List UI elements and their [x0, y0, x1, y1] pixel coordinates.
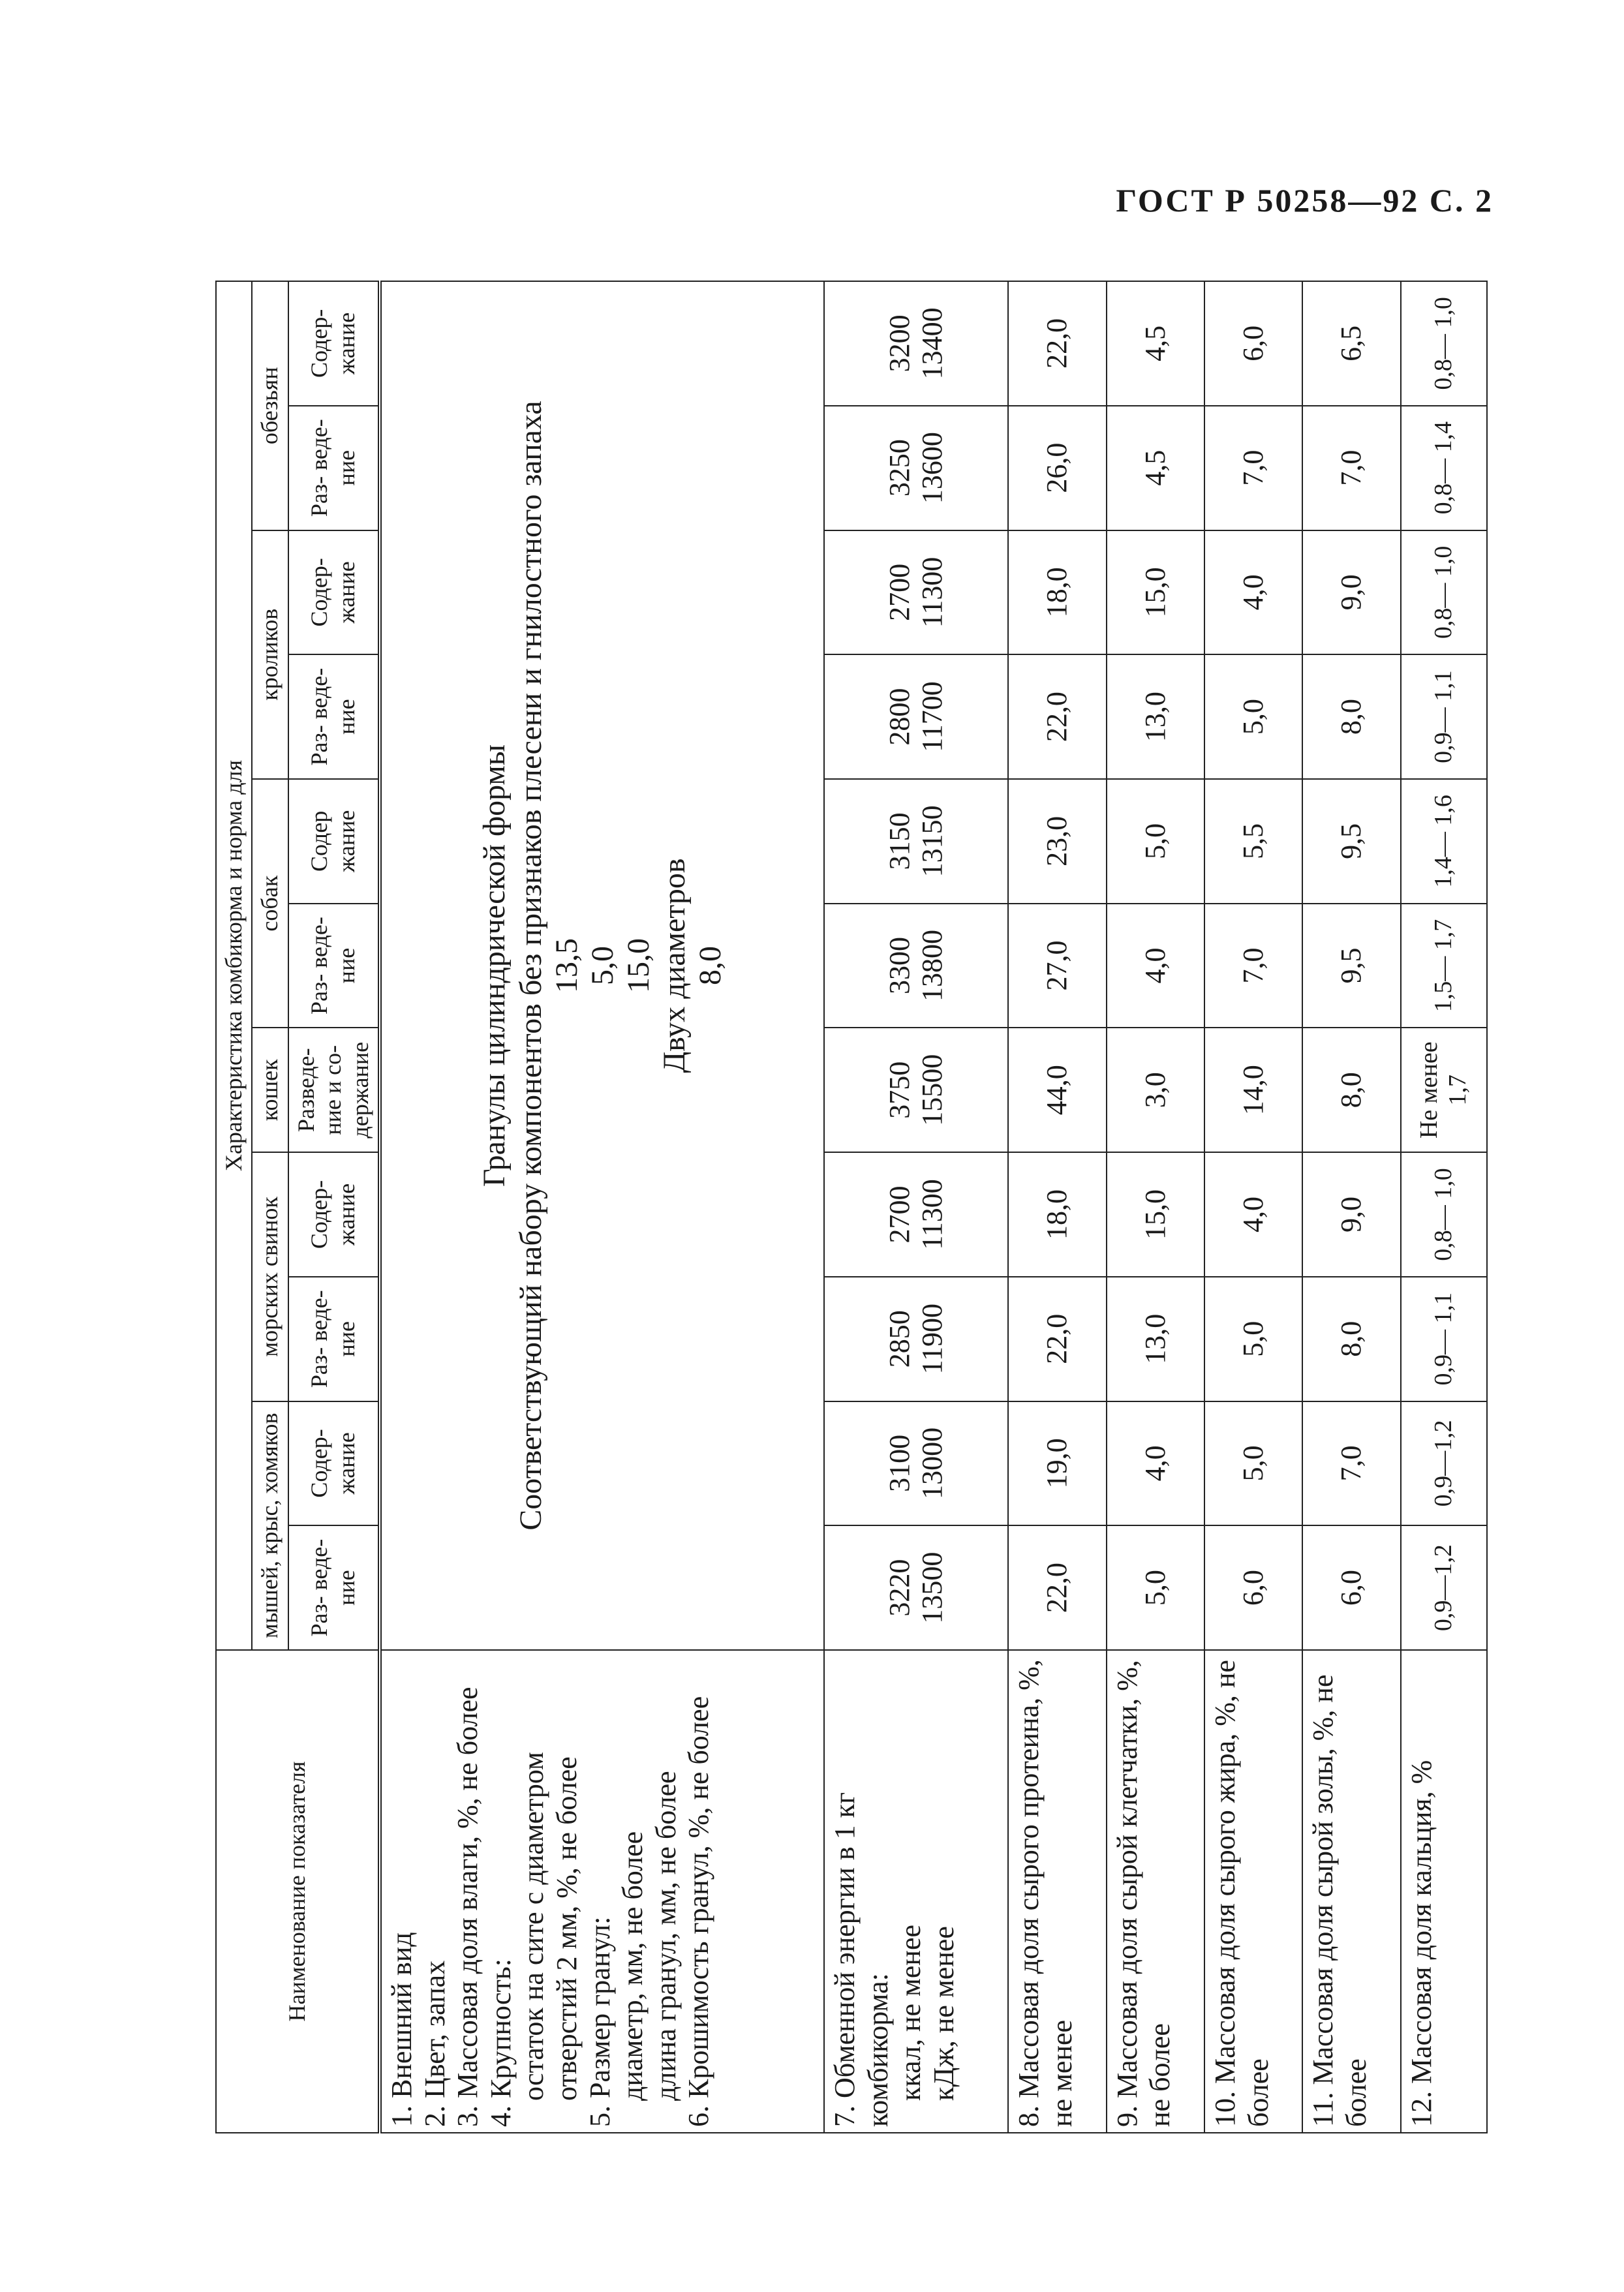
animal-header: морских свинок [252, 1152, 288, 1401]
kj: 11300 [916, 557, 949, 628]
sub-header: Содер- жание [288, 1152, 380, 1277]
kj: 11900 [916, 1304, 949, 1375]
ash-cell: 8,0 [1302, 654, 1400, 779]
protein-cell: 22,0 [1008, 281, 1106, 406]
span-text-5b: 15,0 [621, 938, 656, 993]
protein-cell: 27,0 [1008, 904, 1106, 1028]
calcium-cell: 1,5— 1,7 [1401, 904, 1487, 1028]
fat-cell: 4,0 [1204, 1152, 1302, 1277]
fiber-cell: 15,0 [1107, 1152, 1204, 1277]
ash-cell: 8,0 [1302, 1028, 1400, 1152]
span-text-3: 13,5 [549, 938, 584, 993]
row-fat [1204, 281, 1302, 2133]
row-name-7b: ккал, не менее [895, 1924, 927, 2101]
kj: 13600 [916, 432, 949, 504]
row-protein [1008, 281, 1106, 2133]
energy-cell [824, 904, 1008, 1028]
fat-cell: 7,0 [1204, 904, 1302, 1028]
calcium-cell: 0,9—1,2 [1401, 1525, 1487, 1650]
row-name-4a: 4. Крупность: [484, 1958, 517, 2127]
kcal: 3150 [883, 812, 915, 870]
span-text-1: Гранулы цилиндрической формы [477, 744, 512, 1187]
row-name-5c: длина гранул, мм, не более [649, 1771, 682, 2101]
energy-cell [824, 530, 1008, 655]
row-name-4b: остаток на сите с диаметром отверстий 2 мм, %, не более [517, 1752, 583, 2101]
calcium-cell: 0,8— 1,0 [1401, 530, 1487, 655]
energy-cell [824, 406, 1008, 530]
row-name-5a: 5. Размер гранул: [583, 1916, 616, 2127]
protein-cell: 26,0 [1008, 406, 1106, 530]
fiber-cell: 3,0 [1107, 1028, 1204, 1152]
kcal: 2800 [883, 688, 915, 746]
sub-header: Содер- жание [288, 281, 380, 406]
calcium-cell: 1,4— 1,6 [1401, 779, 1487, 904]
calcium-cell: Не менее 1,7 [1401, 1028, 1487, 1152]
fiber-cell: 15,0 [1107, 530, 1204, 655]
animal-header: мышей, крыс, хомяков [252, 1401, 288, 1650]
kj: 15500 [916, 1054, 949, 1126]
sub-header: Раз- веде- ние [288, 654, 380, 779]
animal-header: собак [252, 779, 288, 1028]
energy-cell [824, 281, 1008, 406]
kj: 13150 [916, 805, 949, 878]
protein-cell: 23,0 [1008, 779, 1106, 904]
protein-cell: 22,0 [1008, 654, 1106, 779]
row-name [380, 1650, 824, 2133]
ash-cell: 8,0 [1302, 1277, 1400, 1401]
ash-cell: 9,0 [1302, 530, 1400, 655]
ash-cell: 9,5 [1302, 904, 1400, 1028]
kj: 13000 [916, 1427, 949, 1499]
animal-header: кошек [252, 1028, 288, 1152]
sub-header: Раз- веде- ние [288, 1277, 380, 1401]
protein-cell: 18,0 [1008, 530, 1106, 655]
calcium-cell: 0,8— 1,0 [1401, 281, 1487, 406]
kcal: 2850 [883, 1310, 915, 1368]
kcal: 2700 [883, 1185, 915, 1244]
row-name-3: 3. Массовая доля влаги, %, не более [452, 1687, 484, 2127]
row-name-7c: кДж, не менее [927, 1926, 960, 2101]
ash-cell: 7,0 [1302, 406, 1400, 530]
kj: 13800 [916, 930, 949, 1002]
row-name-12: 12. Массовая доля кальция, % [1401, 1650, 1487, 2133]
calcium-cell: 0,9— 1,1 [1401, 654, 1487, 779]
fiber-cell: 4,0 [1107, 1401, 1204, 1526]
row-name-10: 10. Массовая доля сырого жира, %, не более [1204, 1650, 1302, 2133]
calcium-cell: 0,8— 1,0 [1401, 1152, 1487, 1277]
energy-cell [824, 1525, 1008, 1650]
fat-cell: 5,0 [1204, 654, 1302, 779]
sub-header: Раз- веде- ние [288, 904, 380, 1028]
row-name-5b: диаметр, мм, не более [617, 1831, 649, 2101]
fat-cell: 5,0 [1204, 1401, 1302, 1526]
kj: 11300 [916, 1179, 949, 1250]
row-name-6: 6. Крошимость гранул, %, не более [682, 1696, 715, 2127]
energy-cell [824, 1401, 1008, 1526]
ash-cell: 6,0 [1302, 1525, 1400, 1650]
row-fiber [1107, 281, 1204, 2133]
row-name-1: 1. Внешний вид [385, 1932, 418, 2127]
fat-cell: 14,0 [1204, 1028, 1302, 1152]
calcium-cell: 0,9— 1,1 [1401, 1277, 1487, 1401]
row-name-7a: 7. Обменной энергии в 1 кг комбикорма: [829, 1792, 894, 2127]
ash-cell: 9,0 [1302, 1152, 1400, 1277]
protein-cell: 22,0 [1008, 1525, 1106, 1650]
energy-cell [824, 1028, 1008, 1152]
ash-cell: 9,5 [1302, 779, 1400, 904]
calcium-cell: 0,9—1,2 [1401, 1401, 1487, 1526]
sub-header: Разведе- ние и со- держание [288, 1028, 380, 1152]
row-name-8: 8. Массовая доля сырого протеина, %, не менее [1008, 1650, 1106, 2133]
row-name-9: 9. Массовая доля сырой клетчатки, %, не более [1107, 1650, 1204, 2133]
page-header: ГОСТ Р 50258—92 С. 2 [1116, 182, 1494, 219]
fiber-cell: 4,5 [1107, 281, 1204, 406]
calcium-cell: 0,8— 1,4 [1401, 406, 1487, 530]
fiber-cell: 5,0 [1107, 779, 1204, 904]
fat-cell: 5,5 [1204, 779, 1302, 904]
row-name-11: 11. Массовая доля сырой золы, %, не более [1302, 1650, 1400, 2133]
row-name-7 [824, 1650, 1008, 2133]
kj: 13500 [916, 1551, 949, 1624]
kj: 13400 [916, 307, 949, 380]
sub-header: Содер- жание [288, 530, 380, 655]
protein-cell: 22,0 [1008, 1277, 1106, 1401]
fat-cell: 5,0 [1204, 1277, 1302, 1401]
rotated-table-region [215, 281, 1488, 2133]
fiber-cell: 13,0 [1107, 1277, 1204, 1401]
kcal: 3100 [883, 1434, 915, 1492]
energy-cell [824, 1277, 1008, 1401]
energy-cell [824, 1152, 1008, 1277]
span-text-5c: Двух диаметров [657, 858, 692, 1073]
kcal: 2700 [883, 563, 915, 621]
sub-header: Содер- жание [288, 1401, 380, 1526]
row-calcium [1401, 281, 1487, 2133]
fiber-cell: 13,0 [1107, 654, 1204, 779]
spec-table [215, 281, 1488, 2133]
row-name-2: 2. Цвет, запах [418, 1960, 451, 2127]
ash-cell: 6,5 [1302, 281, 1400, 406]
animal-header: обезьян [252, 281, 288, 530]
col-group-header: Характеристика комбикорма и норма для [216, 281, 252, 1650]
fat-cell: 6,0 [1204, 281, 1302, 406]
protein-cell: 44,0 [1008, 1028, 1106, 1152]
fat-cell: 6,0 [1204, 1525, 1302, 1650]
span-block [380, 281, 824, 1650]
row-energy [824, 281, 1008, 2133]
span-text-6: 8,0 [693, 946, 728, 985]
kcal: 3750 [883, 1061, 915, 1119]
energy-cell [824, 779, 1008, 904]
kcal: 3220 [883, 1559, 915, 1617]
fiber-cell: 5,0 [1107, 1525, 1204, 1650]
kj: 11700 [916, 681, 949, 752]
row-ash [1302, 281, 1400, 2133]
ash-cell: 7,0 [1302, 1401, 1400, 1526]
fat-cell: 7,0 [1204, 406, 1302, 530]
protein-cell: 18,0 [1008, 1152, 1106, 1277]
protein-cell: 19,0 [1008, 1401, 1106, 1526]
sub-header: Раз- веде- ние [288, 406, 380, 530]
sub-header: Содер жание [288, 779, 380, 904]
kcal: 3200 [883, 314, 915, 373]
fiber-cell: 4,5 [1107, 406, 1204, 530]
kcal: 3300 [883, 937, 915, 995]
animal-header: кроликов [252, 530, 288, 779]
span-text-4: 5,0 [585, 946, 620, 985]
col-name-header: Наименование показателя [216, 1650, 380, 2133]
fiber-cell: 4,0 [1107, 904, 1204, 1028]
energy-cell [824, 654, 1008, 779]
sub-header: Раз- веде- ние [288, 1525, 380, 1650]
kcal: 3250 [883, 439, 915, 497]
span-text-2: Соответствующий набору компонентов без признаков плесени и гнилостного запаха [513, 401, 548, 1531]
fat-cell: 4,0 [1204, 530, 1302, 655]
